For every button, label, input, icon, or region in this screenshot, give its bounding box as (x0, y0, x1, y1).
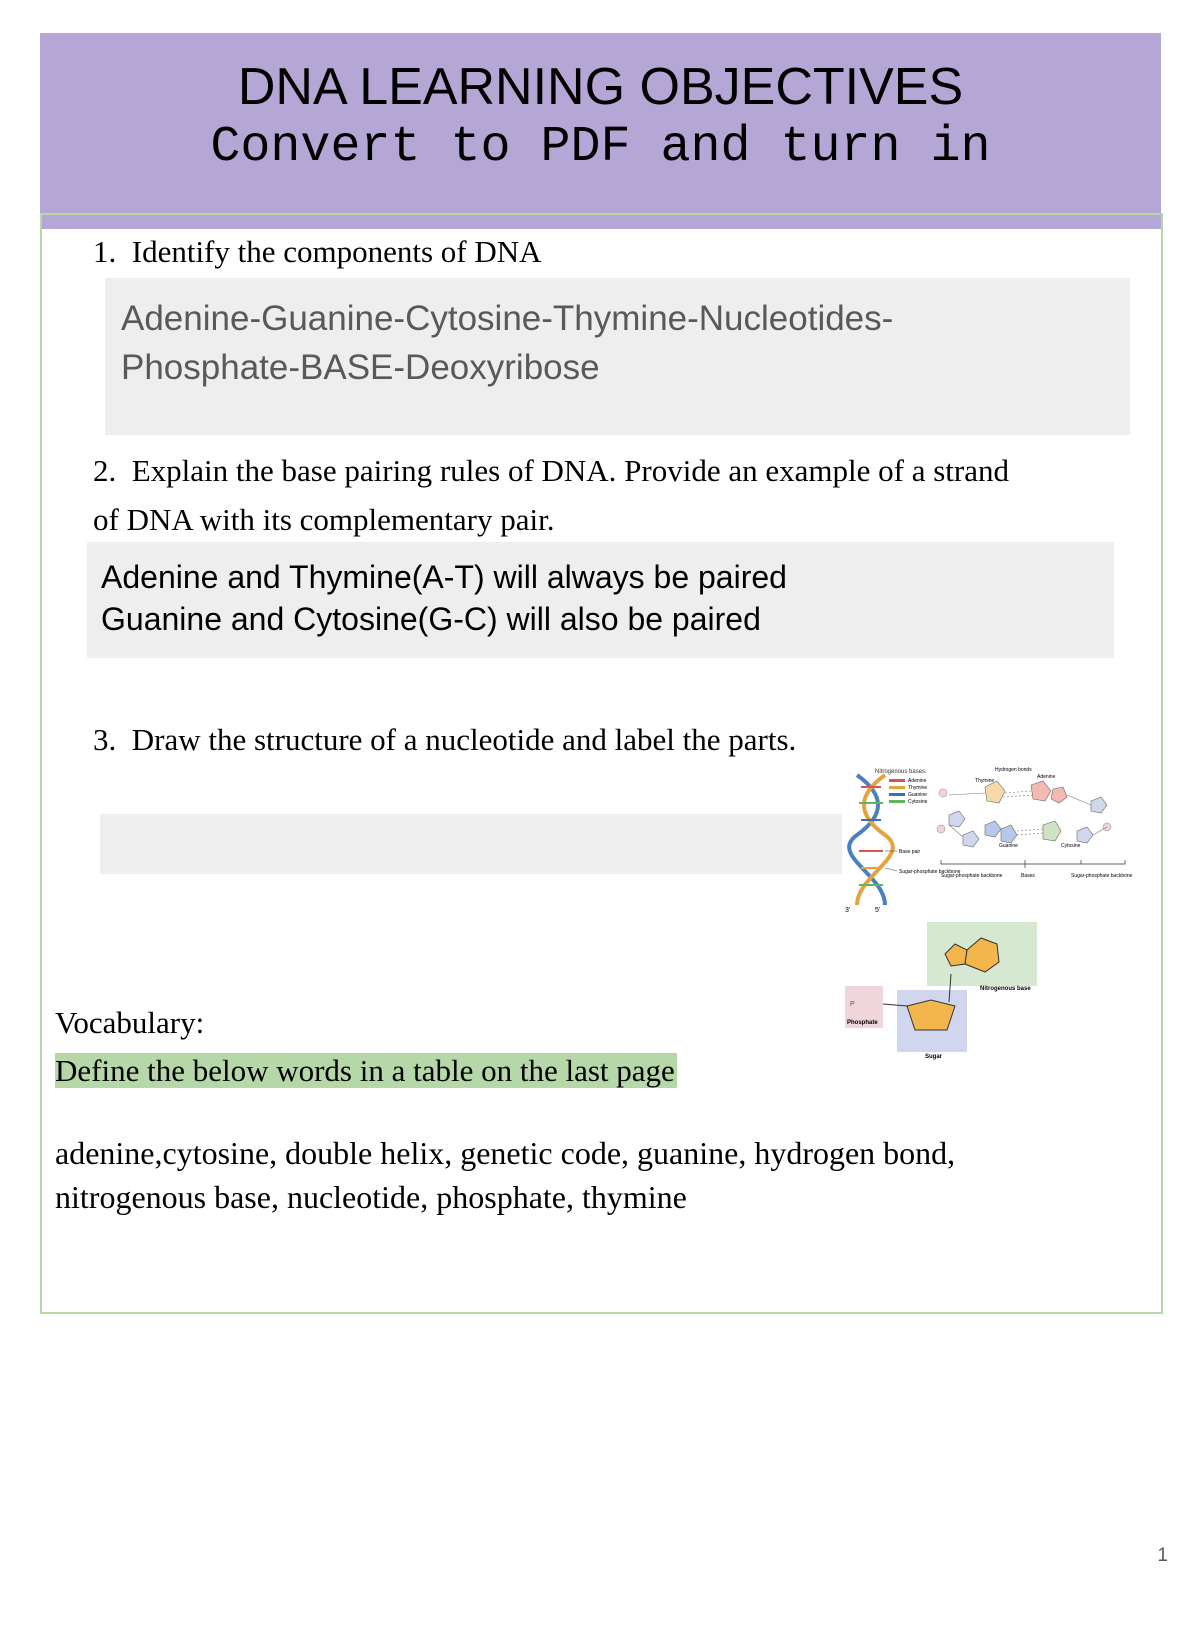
label-sugar: Sugar (925, 1054, 943, 1060)
guanine-ring (985, 821, 1001, 837)
svg-text:P: P (850, 1001, 855, 1008)
bracket-label-bases: Bases (1021, 873, 1035, 879)
vocabulary-word-list (55, 1131, 1135, 1219)
dna-helix-icon (849, 775, 893, 905)
adenine-ring-2 (1051, 787, 1067, 803)
phosphate-node-1 (939, 789, 947, 797)
label-cytosine: Cytosine (1061, 843, 1081, 849)
answer-3-box[interactable] (100, 814, 842, 874)
label-nitrogenous-base: Nitrogenous base (980, 986, 1031, 992)
answer-1-box[interactable] (105, 278, 1130, 435)
answer-2-line-1: Adenine and Thymine(A-T) will always be paired (101, 559, 787, 595)
phosphate-node-2 (937, 825, 945, 833)
bracket-label-backbone-right: Sugar-phosphate backbone (1071, 873, 1133, 879)
legend-label-adenine: Adenine (908, 778, 927, 784)
end-label-5-prime: 5' (875, 907, 881, 914)
answer-2-box[interactable] (87, 542, 1114, 658)
answer-1-line-1: Adenine-Guanine-Cytosine-Thymine-Nucleotides- (121, 299, 894, 338)
legend-title: Nitrogenous bases: (875, 769, 927, 775)
label-sugar-phosphate-backbone: Sugar-phosphate backbone (899, 869, 961, 875)
label-hydrogen-bonds: Hydrogen bonds (995, 767, 1032, 773)
title-banner (40, 33, 1161, 229)
label-thymine: Thymine (975, 778, 995, 784)
adenine-ring (1031, 781, 1051, 801)
legend-swatch-thymine (889, 786, 905, 789)
vocabulary-instruction (55, 1051, 677, 1091)
question-1-number: 1. (93, 234, 117, 269)
page-subtitle: Convert to PDF and turn in (210, 119, 991, 176)
vocabulary-instruction-highlight: Define the below words in a table on the last page (55, 1053, 675, 1088)
guanine-ring-2 (1001, 825, 1017, 843)
question-3 (93, 716, 796, 764)
sugar-ring-left-top (949, 811, 965, 827)
vocabulary-words-line-2: nitrogenous base, nucleotide, phosphate, thymine (55, 1179, 687, 1215)
label-adenine: Adenine (1037, 774, 1056, 780)
question-2-number: 2. (93, 453, 117, 488)
dna-structure-diagram (845, 765, 1135, 915)
legend-swatch-cytosine (889, 800, 905, 803)
cytosine-ring (1043, 821, 1061, 841)
sugar-ring-right-bottom (1077, 827, 1093, 843)
question-2-prompt-line-2: of DNA with its complementary pair. (93, 502, 555, 537)
sugar-ring-left-bottom (963, 831, 979, 847)
legend-label-cytosine: Cytosine (908, 799, 928, 805)
question-3-number: 3. (93, 722, 117, 757)
legend-swatch-guanine (889, 793, 905, 796)
thymine-ring (985, 781, 1005, 803)
label-base-pair: Base pair (899, 849, 921, 855)
end-label-3-prime: 3' (845, 907, 851, 914)
question-2 (93, 447, 1009, 495)
sugar-ring-right-top (1091, 797, 1107, 813)
vocabulary-label: Vocabulary: (55, 1005, 205, 1040)
sugar-ring (907, 1000, 955, 1030)
answer-2-line-2: Guanine and Cytosine(G-C) will also be paired (101, 601, 761, 637)
legend-label-guanine: Guanine (908, 792, 927, 798)
page-number: 1 (1157, 1545, 1168, 1566)
page-title: DNA LEARNING OBJECTIVES (237, 58, 964, 116)
nucleotide-diagram (845, 922, 1045, 1062)
legend-swatch-adenine (889, 779, 905, 782)
question-1-prompt: Identify the components of DNA (131, 234, 542, 269)
vocabulary-words-line-1: adenine,cytosine, double helix, genetic code, guanine, hydrogen bond, (55, 1135, 956, 1171)
legend-label-thymine: Thymine (908, 785, 928, 791)
label-guanine: Guanine (999, 843, 1018, 849)
answer-1-line-2: Phosphate-BASE-Deoxyribose (121, 348, 600, 387)
question-3-prompt: Draw the structure of a nucleotide and label the parts. (131, 722, 797, 757)
question-2-line-2 (93, 496, 554, 544)
question-1 (93, 228, 542, 276)
label-phosphate: Phosphate (847, 1020, 878, 1026)
bracket-label-backbone-left: Sugar-phosphate backbone (941, 873, 1003, 879)
question-2-prompt-line-1: Explain the base pairing rules of DNA. Provide an example of a strand (131, 453, 1009, 488)
